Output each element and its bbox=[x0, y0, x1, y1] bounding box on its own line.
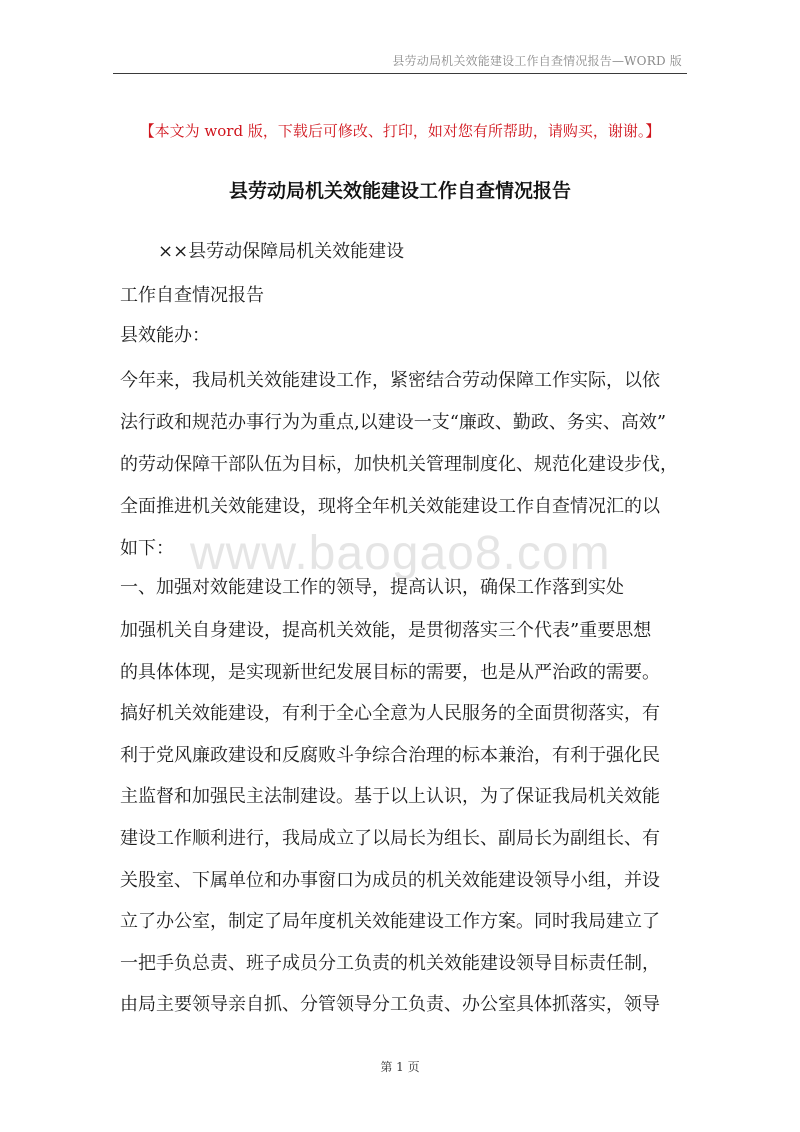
subtitle-line-2: 工作自查情况报告 bbox=[120, 285, 264, 306]
paragraph-line: 建设工作顺利进行，我局成立了以局长为组长、副局长为副组长、有 bbox=[120, 827, 660, 849]
paragraph-line: 法行政和规范办事行为为重点,以建设一支“廉政、勤政、务实、高效” bbox=[120, 412, 667, 433]
paragraph-section-1 bbox=[120, 610, 686, 1026]
paragraph-line: 的劳动保障干部队伍为目标，加快机关管理制度化、规范化建设步伐， bbox=[120, 454, 678, 475]
paragraph-line: 的具体体现，是实现新世纪发展目标的需要，也是从严治政的需要。 bbox=[120, 661, 660, 683]
paragraph-line: 今年来，我局机关效能建设工作，紧密结合劳动保障工作实际，以依 bbox=[120, 370, 660, 391]
page-number: 第 1 页 bbox=[380, 1060, 420, 1074]
paragraph-line: 立了办公室，制定了局年度机关效能建设工作方案。同时我局建立了 bbox=[120, 911, 660, 933]
salutation: 县效能办： bbox=[120, 325, 210, 346]
subtitle-line-1: ××县劳动保障局机关效能建设 bbox=[158, 241, 405, 262]
paragraph-line: 一把手负总责、班子成员分工负责的机关效能建设领导目标责任制， bbox=[120, 952, 660, 974]
paragraph-line: 关股室、下属单位和办事窗口为成员的机关效能建设领导小组，并设 bbox=[120, 869, 660, 891]
paragraph-line: 由局主要领导亲自抓、分管领导分工负责、办公室具体抓落实，领导 bbox=[120, 994, 660, 1016]
running-header: 县劳动局机关效能建设工作自查情况报告—WORD 版 bbox=[392, 54, 682, 68]
paragraph-line: 利于党风廉政建设和反腐败斗争综合治理的标本兼治，有利于强化民 bbox=[120, 744, 660, 766]
paragraph-line: 如下： bbox=[120, 538, 174, 559]
header-rule bbox=[113, 73, 687, 74]
section-heading-1: 一、加强对效能建设工作的领导，提高认识，确保工作落到实处 bbox=[120, 577, 624, 598]
paragraph-line: 全面推进机关效能建设，现将全年机关效能建设工作自查情况汇的以 bbox=[120, 496, 660, 517]
download-notice: 【本文为 word 版，下载后可修改、打印，如对您有所帮助，请购买，谢谢。】 bbox=[139, 122, 661, 140]
paragraph-line: 加强机关自身建设，提高机关效能，是贯彻落实三个代表”重要思想 bbox=[120, 620, 652, 641]
paragraph-line: 主监督和加强民主法制建设。基于以上认识，为了保证我局机关效能 bbox=[120, 786, 660, 808]
watermark: www.baogao8.com bbox=[190, 527, 611, 580]
paragraph-line: 搞好机关效能建设，有利于全心全意为人民服务的全面贯彻落实，有 bbox=[120, 703, 660, 725]
document-title: 县劳动局机关效能建设工作自查情况报告 bbox=[228, 180, 571, 202]
